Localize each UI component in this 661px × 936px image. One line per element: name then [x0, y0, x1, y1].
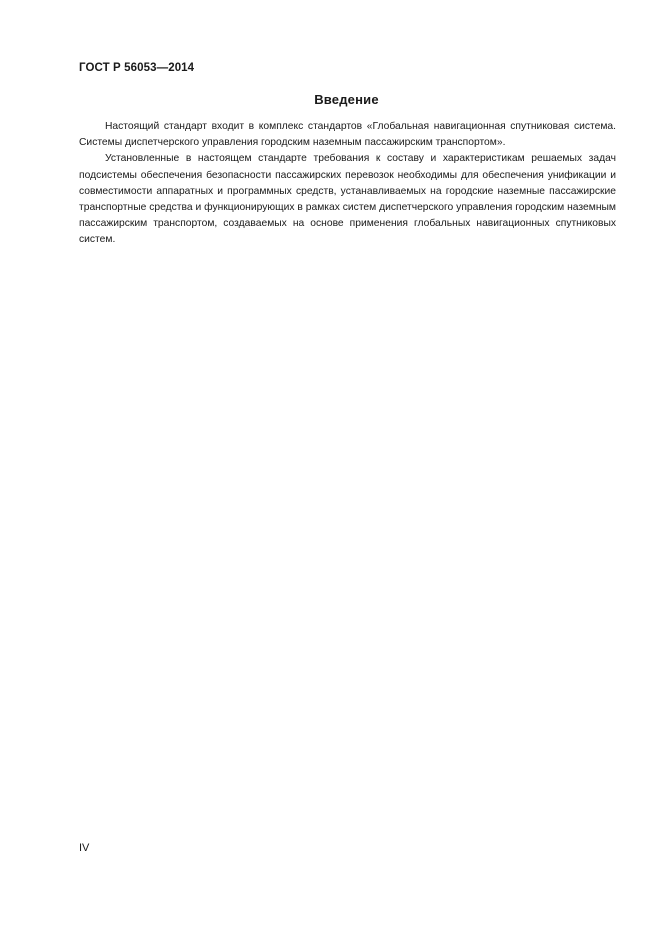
- standard-code-header: ГОСТ Р 56053—2014: [79, 62, 195, 74]
- body-text: [79, 119, 616, 249]
- paragraph-2: Установленные в настоящем стандарте требования к составу и характеристикам решаемых задач подсистемы обеспечения безопасности пассажирских перевозок необходимы для обеспечения унификации и совместимости аппаратных и программных средств, устанавливаемых на городские наземные пассажирские транспортные средства и функционирующих в рамках систем диспетчерского управления городским наземным пассажирским транспортом, создаваемых на основе применения глобальных навигационных спутниковых систем.: [79, 153, 616, 246]
- page-number: IV: [79, 842, 90, 854]
- section-title: Введение: [314, 92, 379, 107]
- paragraph-1: Настоящий стандарт входит в комплекс стандартов «Глобальная навигационная спутниковая система. Системы диспетчерского управления городским наземным пассажирским транспортом».: [79, 121, 616, 149]
